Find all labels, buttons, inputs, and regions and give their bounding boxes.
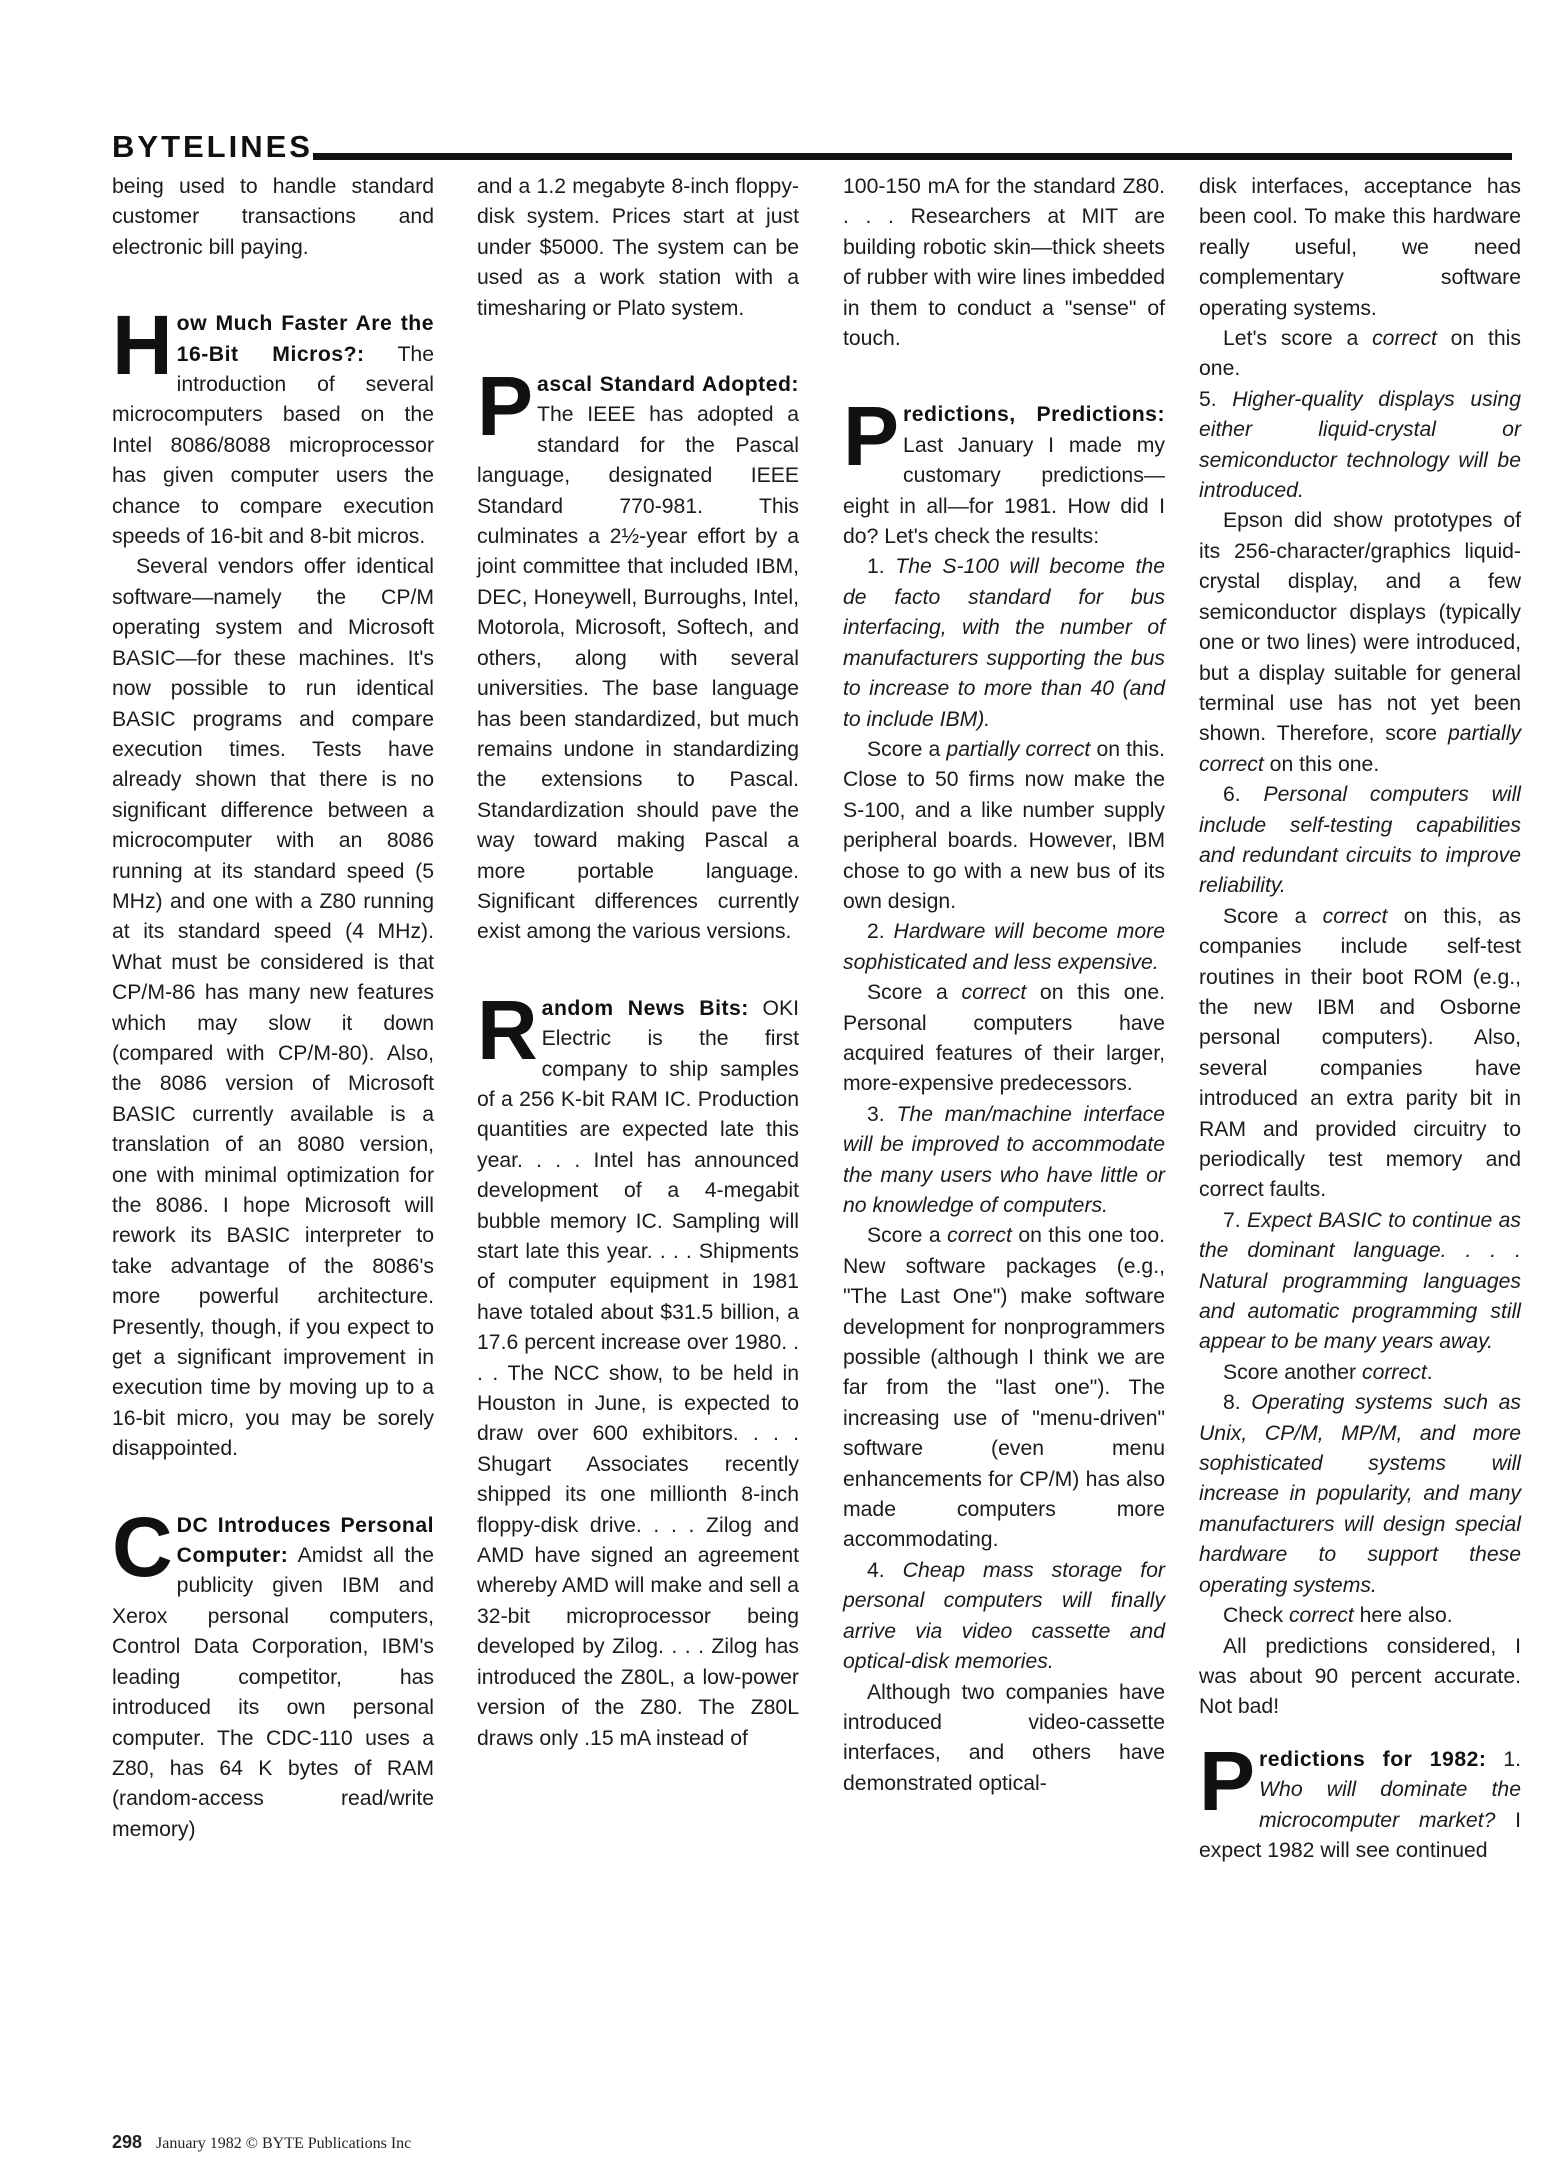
prediction-item [843, 552, 1165, 734]
prediction-text: Hardware will become more sophisticated and less expensive. [843, 920, 1166, 974]
column-3 [843, 172, 1165, 1799]
section-body: The introduction of several microcomputers based on the Intel 8086/8088 microprocessor has given computer users the chance to compare execution speeds of 16-bit and 8-bit micros. [112, 342, 434, 549]
score-verdict: correct [1362, 1360, 1427, 1384]
section-heading: ascal Standard Adopted: [537, 373, 799, 397]
drop-cap: P [843, 389, 900, 484]
section-body: OKI Electric is the first company to ship samples of a 256 K-bit RAM IC. Production quantities are expected late this year. . . . Intel has announced development of a 4-megabit bubble memory IC. Sampling will start late this year. . . . Shipments of computer equipment in 1981 have totaled about $31.5 billion, a 17.6 percent increase over 1980. . . . The NCC show, to be held in Houston in June, is expected to draw over 600 exhibitors. . . . Shugart Associates recently shipped its one millionth 8-inch floppy-disk drive. . . . Zilog and AMD have signed an agreement whereby AMD will make and sell a 32-bit microprocessor being developed by Zilog. . . . Zilog has introduced the Z80L, a low-power version of the Z80. The Z80L draws only .15 mA instead of [477, 996, 800, 1750]
prediction-text: Who will dominate the microcomputer market? [1259, 1778, 1521, 1832]
column-1 [112, 172, 434, 1845]
drop-cap: R [477, 982, 538, 1077]
masthead-rule [313, 153, 1512, 160]
section-random-news-bits [477, 982, 800, 1754]
section-predictions-1982 [1199, 1733, 1521, 1867]
prediction-number: 2. [867, 920, 885, 944]
section-lead [112, 298, 434, 552]
score-verdict: partially correct [1199, 722, 1522, 776]
prediction-text: Cheap mass storage for personal computers will finally arrive via video cassette and optical-disk memories. [843, 1558, 1165, 1674]
prediction-item [843, 1556, 1165, 1678]
section-pascal-standard [477, 359, 799, 948]
paragraph: All predictions considered, I was about 90 percent accurate. Not bad! [1199, 1634, 1521, 1719]
prediction-item [1199, 385, 1521, 507]
prediction-number: 3. [867, 1102, 885, 1126]
score-paragraph: Let's score a correct on this one. [1199, 327, 1521, 381]
paragraph: and a 1.2 megabyte 8-inch floppy-disk system. Prices start at just under $5000. The system can be used as a work station with a timesharing or Plato system. [477, 175, 799, 320]
column-2 [477, 172, 799, 1754]
paragraph: Several vendors offer identical software—namely the CP/M operating system and Microsoft BASIC—for these machines. It's now possible to run identical BASIC programs and compare execution times. Tests have already shown that there is no significant difference between a microcomputer with an 8086 running at its standard speed (5 MHz) and one with a Z80 running at its standard speed (4 MHz). What must be considered is that CP/M-86 has many new features which may slow it down (compared with CP/M-80). Also, the 8086 version of Microsoft BASIC currently available is a translation of an 8080 version, one with minimal optimization for the 8086. I hope Microsoft will rework its BASIC interpreter to take advantage of the 8086's more powerful architecture. Presently, though, if you expect to get a significant improvement in execution time by moving up to a 16-bit micro, you may be sorely disappointed. [112, 555, 434, 1461]
drop-cap: C [112, 1499, 173, 1594]
prediction-number: 4. [867, 1558, 885, 1582]
score-paragraph: Score another correct. [1223, 1360, 1433, 1384]
section-lead [477, 359, 799, 948]
prediction-item [843, 917, 1165, 978]
section-heading: ow Much Faster Are the 16-Bit Micros?: [176, 312, 434, 366]
score-verdict: correct [961, 981, 1027, 1005]
drop-cap: P [477, 359, 534, 454]
score-paragraph: Score a correct on this one. Personal computers have acquired features of their larger, more-expensive predecessors. [843, 981, 1165, 1096]
score-verdict: correct [1372, 327, 1437, 351]
score-verdict: partially correct [946, 737, 1091, 761]
score-paragraph: Score a correct on this, as companies include self-test routines in their boot ROM (e.g., the new IBM and Osborne personal computers). Also, several companies have introduced an extra parity bit in RAM and provided circuitry to periodically test memory and correct faults. [1199, 904, 1521, 1202]
section-16bit-micros [112, 298, 434, 1464]
drop-cap: H [112, 298, 173, 393]
prediction-text: Personal computers will include self-testing capabilities and redundant circuits to improve reliability. [1199, 783, 1522, 898]
section-lead [477, 982, 800, 1754]
page-footer [112, 2132, 411, 2153]
section-body: Last January I made my customary predictions—eight in all—for 1981. How did I do? Let's check the results: [843, 433, 1165, 549]
score-verdict: correct [947, 1224, 1012, 1248]
paragraph: Although two companies have introduced video-cassette interfaces, and others have demonstrated optical- [843, 1680, 1165, 1795]
drop-cap: P [1199, 1733, 1256, 1828]
prediction-text: The S-100 will become the de facto standard for bus interfacing, with the number of manufacturers supporting the bus to increase to more than 40 (and to include IBM). [843, 555, 1165, 731]
paragraph: being used to handle standard customer transactions and electronic bill paying. [112, 175, 434, 259]
score-paragraph: Score a correct on this one too. New software packages (e.g., "The Last One") make software development for nonprogrammers possible (although I think we are far from the "last one"). The increasing use of "menu-driven" software (even menu enhancements for CP/M) has also made computers more accommodating. [843, 1224, 1165, 1552]
column-4 [1199, 172, 1521, 1866]
prediction-item [1199, 1388, 1521, 1601]
prediction-number: 1. [867, 555, 885, 579]
section-cdc-personal-computer [112, 1499, 434, 1845]
prediction-text: Higher-quality displays using either liquid-crystal or semiconductor technology will be introduced. [1199, 387, 1522, 503]
prediction-number: 6. [1223, 783, 1241, 807]
prediction-item [1199, 780, 1521, 902]
prediction-number: 8. [1223, 1391, 1241, 1415]
paragraph: Epson did show prototypes of its 256-character/graphics liquid-crystal display, and a few semiconductor displays (typically one or two lines) were introduced, but a display suitable for general terminal use has not yet been shown. Therefore, score partially correct on this one. [1199, 509, 1522, 776]
prediction-item [843, 1100, 1165, 1222]
footer-credit: January 1982 © BYTE Publications Inc [156, 2135, 412, 2152]
section-heading: redictions, Predictions: [903, 403, 1165, 427]
paragraph: disk interfaces, acceptance has been cool. To make this hardware really useful, we need complementary software operating systems. [1199, 175, 1521, 320]
prediction-text: Operating systems such as Unix, CP/M, MP/M, and more sophisticated systems will increase in popularity, and many manufacturers will design special hardware to support these operating systems. [1199, 1391, 1521, 1597]
prediction-text: The man/machine interface will be improved to accommodate the many users who have little or no knowledge of computers. [843, 1102, 1166, 1217]
section-predictions [843, 389, 1166, 1799]
section-heading: redictions for 1982: [1259, 1747, 1487, 1771]
section-body: Amidst all the publicity given IBM and Xerox personal computers, Control Data Corporation, IBM's leading competitor, has introduced its own personal computer. The CDC-110 uses a Z80, has 64 K bytes of RAM (random-access read/write memory) [112, 1544, 434, 1841]
section-heading: DC Introduces Personal Computer: [176, 1513, 434, 1568]
masthead [112, 122, 1512, 162]
score-paragraph: Score a partially correct on this. Close to 50 firms now make the S-100, and a like number supply peripheral boards. However, IBM chose to go with a new bus of its own design. [843, 737, 1165, 913]
section-lead [843, 389, 1165, 552]
section-heading: andom News Bits: [541, 996, 749, 1020]
prediction-text: Expect BASIC to continue as the dominant language. . . . Natural programming languages and automatic programming still appear to be many years away. [1199, 1208, 1522, 1354]
score-verdict: correct [1322, 904, 1388, 928]
prediction-number: 5. [1199, 387, 1217, 411]
section-lead [1199, 1733, 1521, 1867]
prediction-item [1199, 1206, 1521, 1358]
prediction-number: 1. [1503, 1747, 1521, 1771]
page-number: 298 [112, 2132, 143, 2152]
paragraph: 100-150 mA for the standard Z80. . . . Researchers at MIT are building robotic skin—thick sheets of rubber with wire lines imbedded in them to conduct a "sense" of touch. [843, 175, 1165, 351]
section-body: The IEEE has adopted a standard for the Pascal language, designated IEEE Standard 770-981. This culminates a 2½-year effort by a joint committee that included IBM, DEC, Honeywell, Burroughs, Intel, Motorola, Microsoft, Softech, and others, along with several universities. The base language has been standardized, but much remains undone in standardizing the extensions to Pascal. Standardization should pave the way toward making Pascal a more portable language. Significant differences currently exist among the various versions. [477, 403, 799, 944]
masthead-title: BYTELINES [112, 129, 313, 164]
score-verdict: correct [1288, 1604, 1354, 1628]
prediction-number: 7. [1223, 1208, 1241, 1232]
score-paragraph: Check correct here also. [1223, 1604, 1453, 1628]
section-body: I expect 1982 will see continued [1199, 1808, 1521, 1862]
section-lead [112, 1499, 434, 1845]
